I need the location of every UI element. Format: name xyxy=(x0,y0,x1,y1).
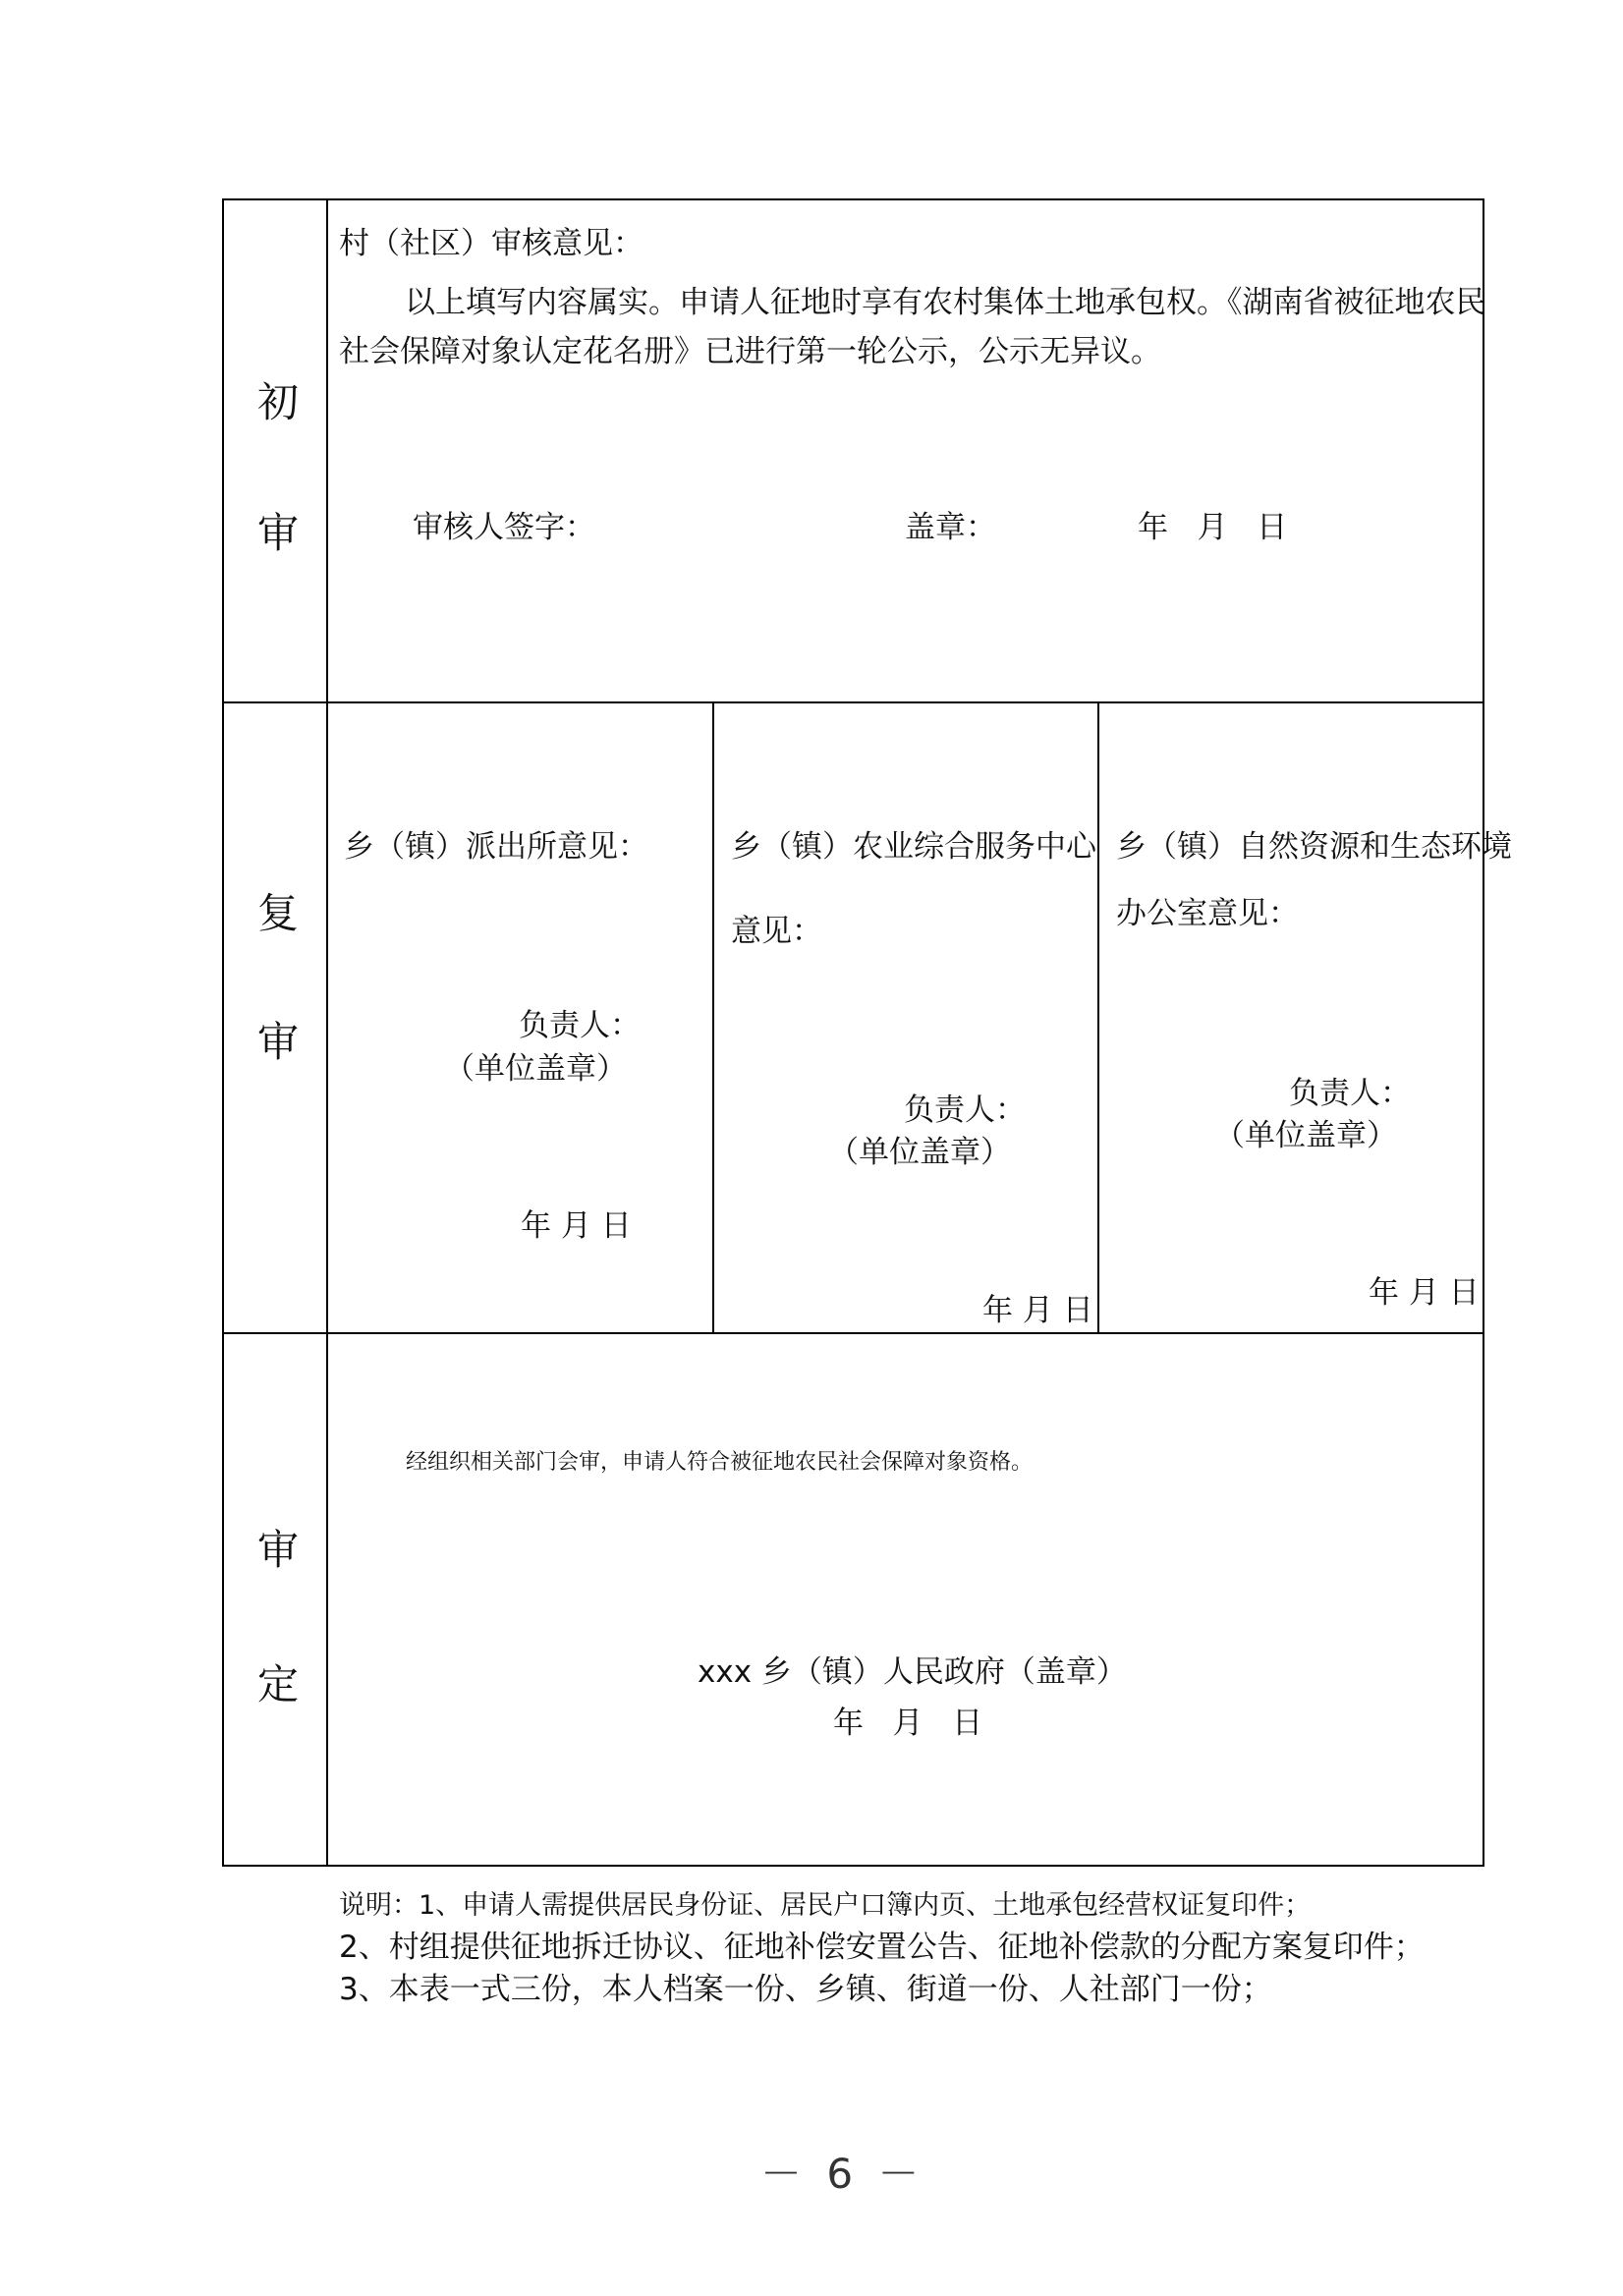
note-line-2: 2、村组提供征地拆迁协议、征地补偿安置公告、征地补偿款的分配方案复印件； xyxy=(339,1930,1425,1965)
police-unit-seal: （单位盖章） xyxy=(444,1051,627,1087)
police-date: 年 月 日 xyxy=(521,1208,632,1244)
village-opinion-line-2: 社会保障对象认定花名册》已进行第一轮公示，公示无异议。 xyxy=(339,334,1161,369)
approval-label-2: 定 xyxy=(257,1660,300,1708)
initial-label-1: 初 xyxy=(257,378,300,426)
village-opinion-title: 村（社区）审核意见： xyxy=(339,226,644,261)
approval-statement: 经组织相关部门会审，申请人符合被征地农民社会保障对象资格。 xyxy=(406,1450,1034,1475)
review-label-1: 复 xyxy=(257,889,300,937)
approval-label-1: 审 xyxy=(257,1526,300,1574)
row-divider-1 xyxy=(222,701,1484,703)
label-column-divider xyxy=(326,198,328,1867)
agri-date: 年 月 日 xyxy=(982,1293,1093,1328)
village-opinion-line-1: 以上填写内容属实。申请人征地时享有农村集体土地承包权。《湖南省被征地农民 xyxy=(405,285,1486,320)
resource-responsible-label: 负责人： xyxy=(1289,1076,1411,1111)
approval-date: 年 月 日 xyxy=(833,1706,983,1741)
initial-date: 年 月 日 xyxy=(1138,510,1288,545)
review-column-divider-2 xyxy=(1097,701,1099,1333)
table-border-left xyxy=(222,198,224,1867)
police-responsible-label: 负责人： xyxy=(519,1008,641,1043)
initial-label-2: 审 xyxy=(257,509,300,557)
police-opinion-title: 乡（镇）派出所意见： xyxy=(344,829,648,865)
review-column-divider-1 xyxy=(712,701,714,1333)
agri-opinion-title-2: 意见： xyxy=(731,914,822,949)
page-number: － 6 － xyxy=(760,2150,925,2198)
agri-unit-seal: （单位盖章） xyxy=(828,1135,1011,1170)
resource-opinion-title-2: 办公室意见： xyxy=(1116,896,1299,931)
table-border-top xyxy=(222,198,1484,200)
review-label-2: 审 xyxy=(257,1018,300,1066)
resource-opinion-title-1: 乡（镇）自然资源和生态环境 xyxy=(1116,829,1512,865)
row-divider-2 xyxy=(222,1332,1484,1334)
reviewer-signature-label: 审核人签字： xyxy=(413,510,595,545)
agri-opinion-title-1: 乡（镇）农业综合服务中心 xyxy=(731,829,1096,865)
table-border-right xyxy=(1483,198,1484,1867)
agri-responsible-label: 负责人： xyxy=(904,1092,1026,1128)
government-seal-label: xxx 乡（镇）人民政府（盖章） xyxy=(698,1654,1127,1690)
table-border-bottom xyxy=(222,1865,1484,1867)
note-line-1: 说明：1、申请人需提供居民身份证、居民户口簿内页、土地承包经营权证复印件； xyxy=(339,1890,1312,1921)
resource-unit-seal: （单位盖章） xyxy=(1214,1118,1397,1153)
seal-label: 盖章： xyxy=(905,510,996,545)
note-line-3: 3、本表一式三份，本人档案一份、乡镇、街道一份、人社部门一份； xyxy=(339,1972,1272,2007)
resource-date: 年 月 日 xyxy=(1369,1275,1480,1311)
